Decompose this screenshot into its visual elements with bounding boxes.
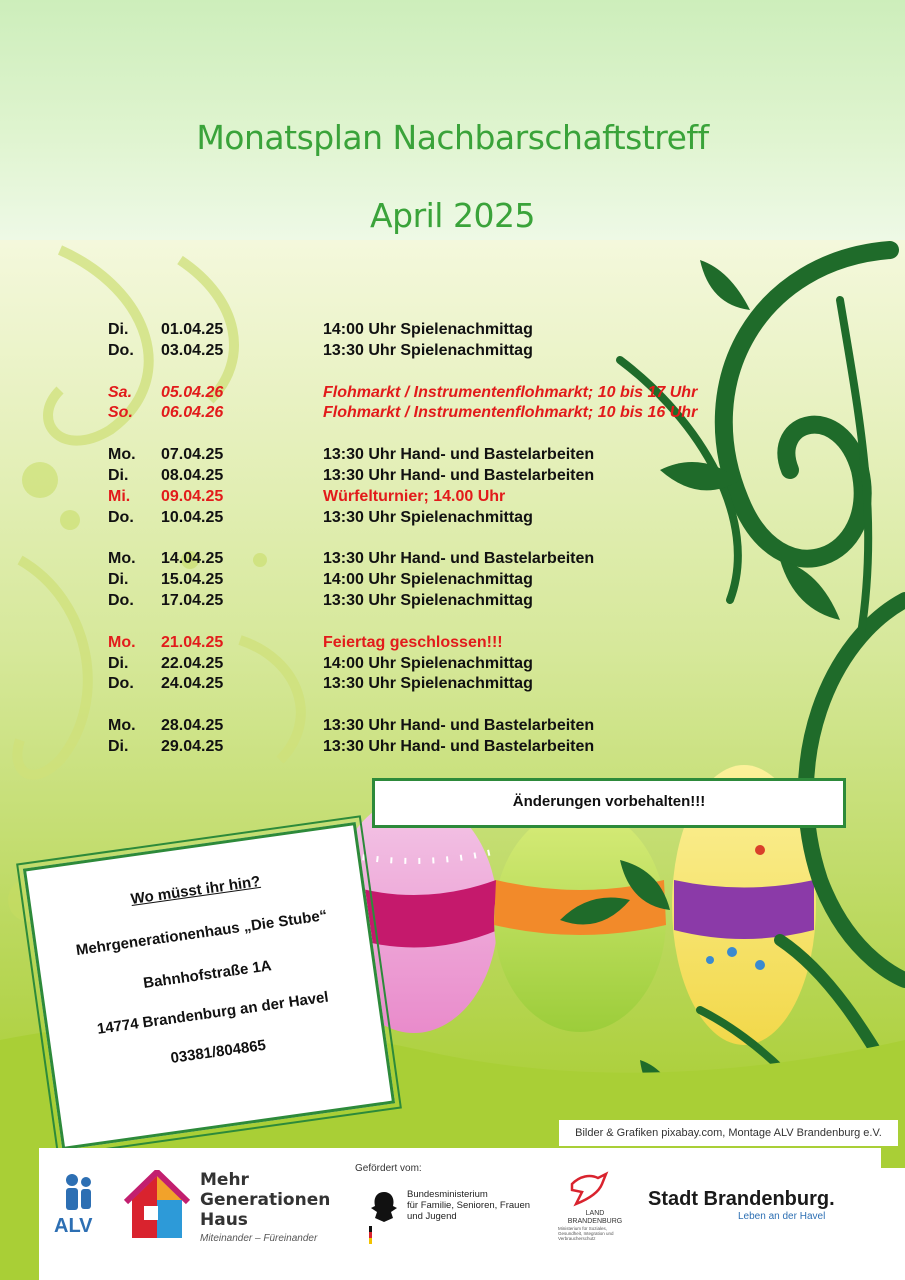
city-address: 14774 Brandenburg an der Havel (96, 988, 330, 1038)
schedule-event: 13:30 Uhr Spielenachmittag (323, 508, 533, 526)
schedule-date: 21.04.25 (161, 633, 224, 651)
schedule-day: Mo. (108, 550, 136, 568)
schedule-day: Mo. (108, 633, 136, 651)
schedule-event: Flohmarkt / Instrumentenflohmarkt; 10 bis 17 Uhr (323, 383, 698, 401)
alv-logo-text: ALV (54, 1215, 93, 1237)
schedule-day: Sa. (108, 383, 133, 401)
schedule-date: 24.04.25 (161, 675, 224, 693)
land-brandenburg-label: LAND BRANDENBURG (567, 1210, 623, 1225)
month-heading: April 2025 (370, 196, 535, 235)
schedule-event: 13:30 Uhr Spielenachmittag (323, 341, 533, 359)
schedule-event: 13:30 Uhr Spielenachmittag (323, 591, 533, 609)
schedule-row (108, 321, 768, 342)
schedule-day: Di. (108, 466, 129, 484)
schedule-row (108, 550, 768, 571)
schedule-date: 28.04.25 (161, 717, 224, 735)
schedule-day: Mo. (108, 717, 136, 735)
schedule-event: Feiertag geschlossen!!! (323, 633, 503, 651)
schedule-event: 13:30 Uhr Spielenachmittag (323, 675, 533, 693)
schedule-day: Mo. (108, 446, 136, 464)
schedule-day: Do. (108, 341, 134, 359)
schedule-date: 08.04.25 (161, 466, 224, 484)
schedule-row (108, 634, 768, 655)
schedule-spacer (108, 529, 768, 550)
schedule-event: 14:00 Uhr Spielenachmittag (323, 571, 533, 589)
schedule-event: 13:30 Uhr Hand- und Bastelarbeiten (323, 717, 595, 735)
schedule-date: 22.04.25 (161, 654, 224, 672)
schedule-day: Do. (108, 675, 134, 693)
schedule-date: 09.04.25 (161, 487, 224, 505)
mgh-logo-text: Mehr Generationen Haus (200, 1170, 331, 1230)
land-brandenburg-eagle-icon (568, 1170, 610, 1208)
schedule-event: 13:30 Uhr Hand- und Bastelarbeiten (323, 446, 595, 464)
schedule-day: Do. (108, 508, 134, 526)
changes-notice: Änderungen vorbehalten!!! (372, 778, 846, 828)
schedule-row (108, 446, 768, 467)
schedule-row (108, 571, 768, 592)
schedule-event: Flohmarkt / Instrumentenflohmarkt; 10 bis 16 Uhr (323, 404, 698, 422)
schedule-event: 14:00 Uhr Spielenachmittag (323, 321, 533, 338)
page-title: Monatsplan Nachbarschaftstreff (196, 118, 709, 157)
schedule-date: 14.04.25 (161, 550, 224, 568)
city-logo-text: Stadt Brandenburg. (648, 1188, 835, 1210)
schedule-row (108, 655, 768, 676)
schedule-date: 01.04.25 (161, 321, 224, 338)
phone-number: 03381/804865 (169, 1036, 267, 1067)
city-tagline: Leben an der Havel (738, 1211, 826, 1222)
schedule-row (108, 509, 768, 530)
schedule-day: Di. (108, 571, 129, 589)
venue-name: Mehrgenerationenhaus „Die Stube“ (74, 906, 329, 960)
schedule-day: Di. (108, 737, 129, 755)
ministry-name: Bundesministerium für Familie, Senioren, Frauen und Jugend (407, 1189, 531, 1222)
schedule-event: Würfelturnier; 14.00 Uhr (323, 487, 506, 505)
schedule-row (108, 592, 768, 613)
schedule-spacer (108, 425, 768, 446)
mgh-tagline: Miteinander – Füreinander (200, 1233, 318, 1244)
schedule-day: So. (108, 404, 133, 422)
schedule-row (108, 738, 768, 759)
image-credit: Bilder & Grafiken pixabay.com, Montage ALV Brandenburg e.V. (559, 1120, 898, 1146)
schedule-day: Di. (108, 654, 129, 672)
federal-eagle-icon (369, 1188, 399, 1246)
schedule-row (108, 467, 768, 488)
street-address: Bahnhofstraße 1A (142, 957, 273, 993)
schedule-event: 13:30 Uhr Hand- und Bastelarbeiten (323, 737, 595, 755)
schedule-spacer (108, 696, 768, 717)
schedule-day: Di. (108, 321, 129, 338)
schedule-row (108, 404, 768, 425)
address-card (23, 822, 395, 1150)
schedule-date: 06.04.26 (161, 404, 224, 422)
schedule-row (108, 488, 768, 509)
schedule-date: 10.04.25 (161, 508, 224, 526)
funded-by-label: Gefördert vom: (355, 1163, 422, 1174)
schedule-date: 17.04.25 (161, 591, 224, 609)
schedule-date: 03.04.25 (161, 341, 224, 359)
schedule-list (108, 321, 768, 759)
schedule-event: 13:30 Uhr Hand- und Bastelarbeiten (323, 550, 595, 568)
schedule-row (108, 675, 768, 696)
land-ministry-label: Ministerium für Soziales, Gesundheit, Integration und Verbraucherschutz (558, 1226, 614, 1241)
schedule-row (108, 384, 768, 405)
schedule-day: Mi. (108, 487, 131, 505)
schedule-day: Do. (108, 591, 134, 609)
schedule-date: 07.04.25 (161, 446, 224, 464)
schedule-spacer (108, 613, 768, 634)
schedule-spacer (108, 363, 768, 384)
schedule-date: 29.04.25 (161, 737, 224, 755)
address-heading: Wo müsst ihr hin? (129, 872, 262, 908)
schedule-row (108, 717, 768, 738)
schedule-row (108, 342, 768, 363)
schedule-date: 05.04.26 (161, 383, 224, 401)
schedule-event: 14:00 Uhr Spielenachmittag (323, 654, 533, 672)
schedule-date: 15.04.25 (161, 571, 224, 589)
schedule-event: 13:30 Uhr Hand- und Bastelarbeiten (323, 466, 595, 484)
alv-logo (50, 1170, 106, 1240)
mgh-house-logo (122, 1170, 192, 1242)
